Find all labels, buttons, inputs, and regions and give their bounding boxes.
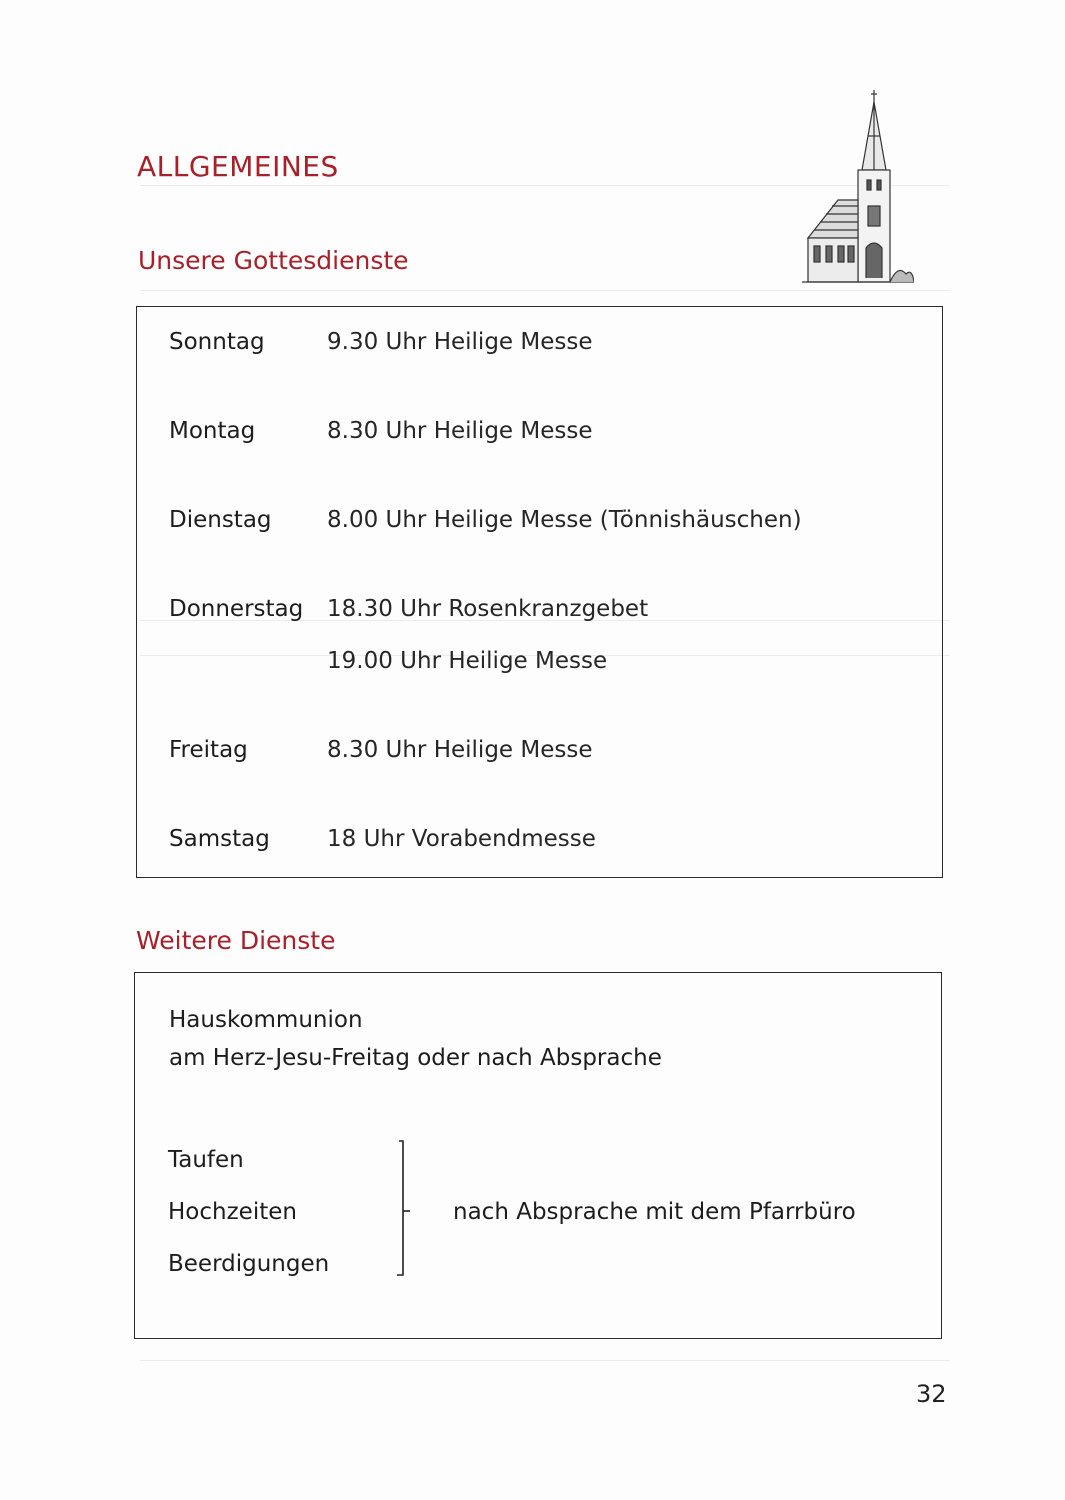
weitere-dienste-box (134, 972, 942, 1339)
day-sonntag: Sonntag (169, 329, 265, 355)
curly-bracket-icon (393, 1139, 415, 1281)
church-icon (802, 88, 914, 284)
weitere-dienste-title: Weitere Dienste (136, 926, 336, 955)
section-title: ALLGEMEINES (137, 150, 339, 183)
service-samstag: 18 Uhr Vorabendmesse (327, 826, 596, 852)
gottesdienste-table (136, 306, 943, 878)
item-beerdigungen: Beerdigungen (168, 1251, 330, 1277)
bleed-through-line (140, 1360, 950, 1361)
service-montag: 8.30 Uhr Heilige Messe (327, 418, 593, 444)
hauskommunion-text: am Herz-Jesu-Freitag oder nach Absprache (169, 1045, 662, 1071)
day-donnerstag: Donnerstag (169, 596, 304, 622)
day-dienstag: Dienstag (169, 507, 272, 533)
day-samstag: Samstag (169, 826, 270, 852)
item-hochzeiten: Hochzeiten (168, 1199, 297, 1225)
service-donnerstag-1: 18.30 Uhr Rosenkranzgebet (327, 596, 649, 622)
bleed-through-line (140, 290, 950, 291)
day-freitag: Freitag (169, 737, 248, 763)
service-donnerstag-2: 19.00 Uhr Heilige Messe (327, 648, 608, 674)
item-taufen: Taufen (168, 1147, 244, 1173)
day-montag: Montag (169, 418, 256, 444)
service-sonntag: 9.30 Uhr Heilige Messe (327, 329, 593, 355)
service-freitag: 8.30 Uhr Heilige Messe (327, 737, 593, 763)
hauskommunion-label: Hauskommunion (169, 1007, 363, 1033)
gottesdienste-title: Unsere Gottesdienste (138, 246, 409, 275)
items-note: nach Absprache mit dem Pfarrbüro (453, 1199, 856, 1225)
page-number: 32 (916, 1380, 947, 1408)
service-dienstag: 8.00 Uhr Heilige Messe (Tönnishäuschen) (327, 507, 802, 533)
